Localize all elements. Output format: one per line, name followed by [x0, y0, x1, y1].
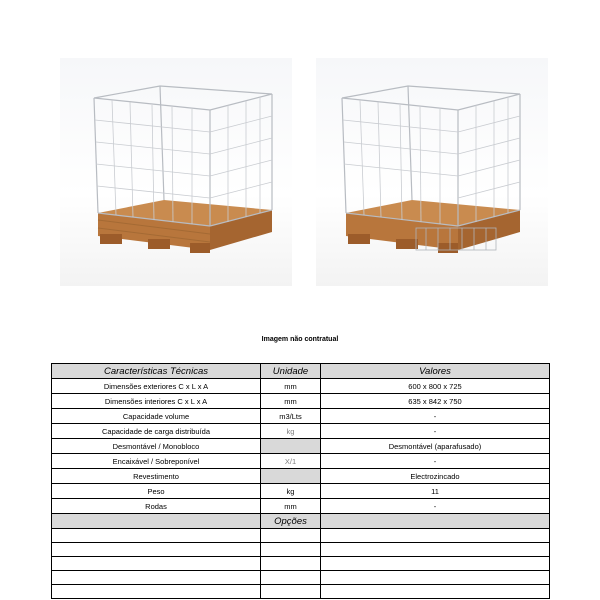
row-unit	[261, 439, 321, 454]
options-header: Opções	[261, 514, 321, 529]
table-row	[52, 499, 550, 514]
row-unit: mm	[261, 499, 321, 514]
header-unit: Unidade	[261, 364, 321, 379]
header-values: Valores	[321, 364, 550, 379]
option-row	[52, 585, 550, 599]
row-label: Capacidade volume	[52, 409, 261, 424]
option-row	[52, 529, 550, 543]
row-unit: mm	[261, 394, 321, 409]
technical-specs-table	[51, 363, 550, 599]
option-row	[52, 543, 550, 557]
row-unit: X/1	[261, 454, 321, 469]
header-characteristics: Características Técnicas	[52, 364, 261, 379]
row-label: Peso	[52, 484, 261, 499]
table-row	[52, 379, 550, 394]
row-unit: mm	[261, 379, 321, 394]
table-row	[52, 424, 550, 439]
product-photo-closed	[60, 58, 292, 286]
row-unit: kg	[261, 424, 321, 439]
wire-cage-pallet-open-image	[316, 58, 548, 286]
row-label: Revestimento	[52, 469, 261, 484]
wire-cage-pallet-image	[60, 58, 292, 286]
row-unit	[261, 469, 321, 484]
row-value: Electrozincado	[321, 469, 550, 484]
product-photo-open	[316, 58, 548, 286]
table-header-row	[52, 364, 550, 379]
image-disclaimer: Imagem não contratual	[261, 336, 339, 343]
options-empty-cell	[52, 514, 261, 529]
table-row	[52, 484, 550, 499]
row-value: -	[321, 454, 550, 469]
row-label: Rodas	[52, 499, 261, 514]
row-value: 600 x 800 x 725	[321, 379, 550, 394]
table-row	[52, 409, 550, 424]
table-row	[52, 394, 550, 409]
options-header-row	[52, 514, 550, 529]
table-row	[52, 439, 550, 454]
table-row	[52, 454, 550, 469]
row-value: -	[321, 409, 550, 424]
row-label: Dimensões interiores C x L x A	[52, 394, 261, 409]
row-unit: m3/Lts	[261, 409, 321, 424]
table-row	[52, 469, 550, 484]
row-label: Encaixável / Sobreponível	[52, 454, 261, 469]
row-label: Dimensões exteriores C x L x A	[52, 379, 261, 394]
options-empty-cell	[321, 514, 550, 529]
option-row	[52, 557, 550, 571]
row-label: Capacidade de carga distribuída	[52, 424, 261, 439]
row-label: Desmontável / Monobloco	[52, 439, 261, 454]
row-unit: kg	[261, 484, 321, 499]
row-value: 635 x 842 x 750	[321, 394, 550, 409]
row-value: -	[321, 499, 550, 514]
row-value: -	[321, 424, 550, 439]
option-row	[52, 571, 550, 585]
row-value: 11	[321, 484, 550, 499]
row-value: Desmontável (aparafusado)	[321, 439, 550, 454]
